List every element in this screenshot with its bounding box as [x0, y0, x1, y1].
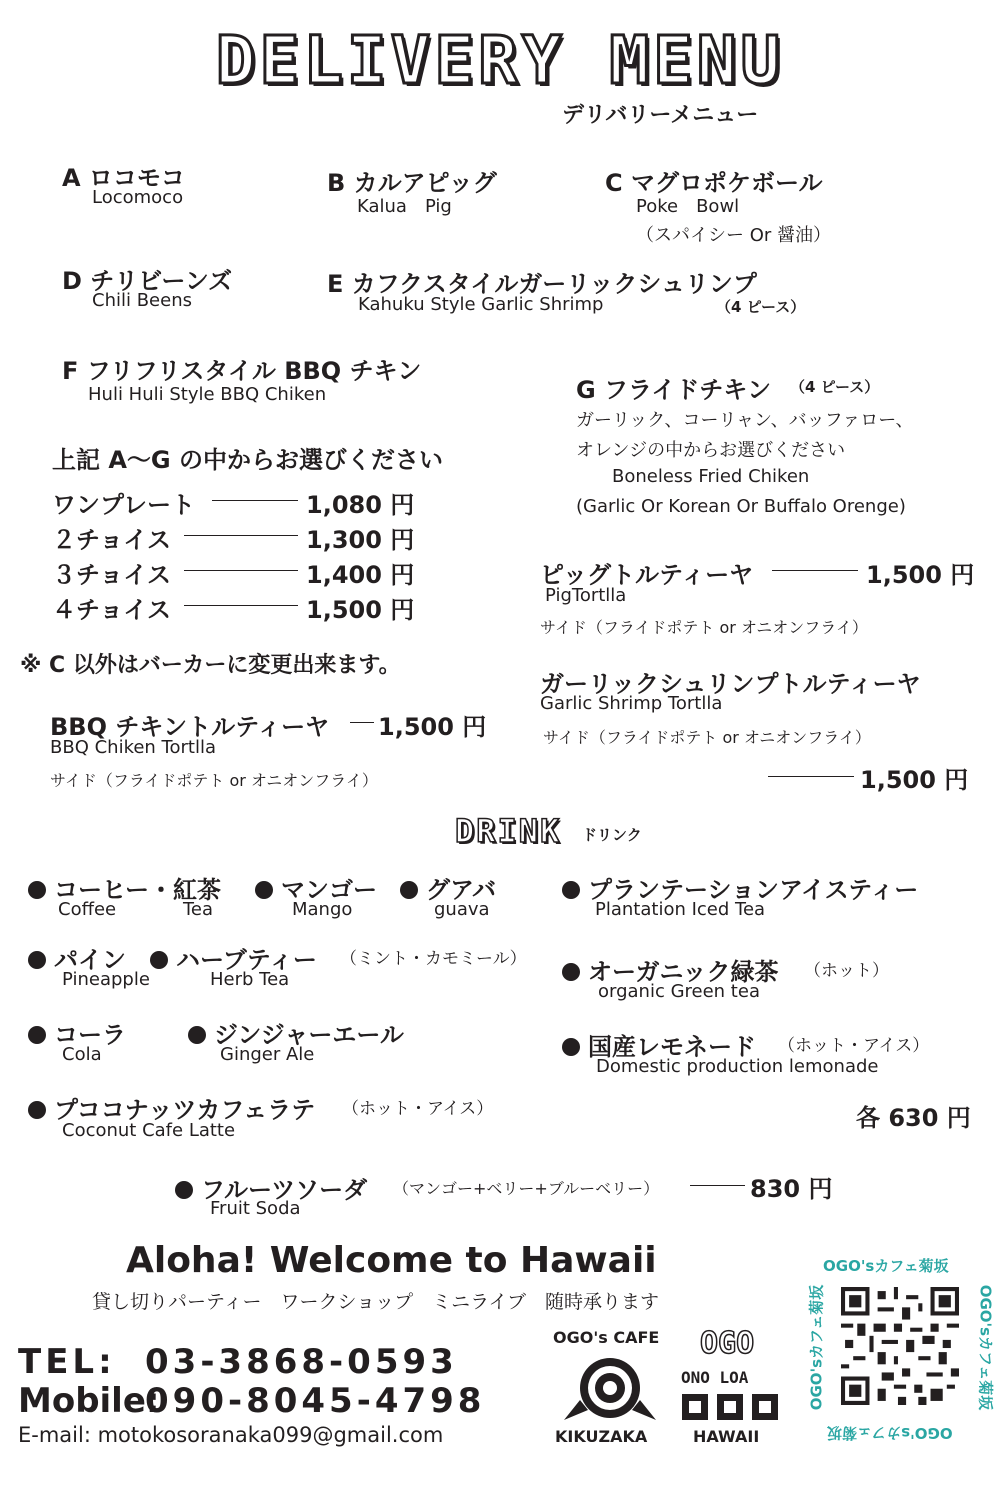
shrimp-tortilla-name: ガーリックシュリンプトルティーヤ — [540, 670, 921, 698]
option-price: 1,300 円 — [306, 526, 415, 554]
drink-lemonade: 国産レモネード — [562, 1027, 756, 1062]
drink-organic-note: （ホット） — [804, 961, 889, 981]
drink-organic-en: organic Green tea — [598, 981, 760, 1002]
bullet-icon — [188, 1026, 206, 1044]
leader-line — [212, 500, 298, 501]
services-text: 貸し切りパーティー ワークショップ ミニライブ 随時承ります — [92, 1291, 659, 1313]
bullet-icon — [150, 951, 168, 969]
item-g-name: G フライドチキン — [576, 376, 772, 404]
choose-heading: 上記 A〜G の中からお選びください — [52, 446, 443, 474]
pig-tortilla-name: ピッグトルティーヤ — [540, 561, 754, 589]
item-g-line1: ガーリック、コーリャン、バッファロー、 — [576, 410, 914, 431]
item-e-note: （4 ピース） — [716, 298, 806, 316]
item-f-name: F フリフリスタイル BBQ チキン — [62, 357, 422, 385]
qr-caption-left: OGO'sカフェ菊坂 — [807, 1284, 826, 1411]
bbq-tortilla-side: サイド（フライドポテト or オニオンフライ） — [50, 771, 378, 790]
leader-line — [184, 605, 298, 606]
logo2-bottom: HAWAII — [693, 1427, 760, 1446]
mobile-number[interactable]: 090-8045-4798 — [145, 1381, 486, 1421]
drink-title: DRINK — [455, 812, 562, 850]
logo2-top: OGO — [700, 1326, 755, 1361]
bullet-icon — [562, 1038, 580, 1056]
tel-label: TEL: — [18, 1342, 116, 1382]
pig-tortilla-side: サイド（フライドポテト or オニオンフライ） — [540, 618, 868, 637]
drink-soda-price: 830 円 — [750, 1175, 833, 1203]
drink-mango-en: Mango — [292, 899, 353, 920]
item-b-name: B カルアピッグ — [327, 169, 497, 197]
qr-block — [805, 1255, 995, 1445]
drink-plantation-en: Plantation Iced Tea — [595, 899, 766, 920]
item-g-en1: Boneless Fried Chiken — [612, 466, 810, 487]
qr-caption-right: OGO'sカフェ菊坂 — [976, 1284, 995, 1411]
bullet-icon — [28, 881, 46, 899]
pig-tortilla-price: 1,500 円 — [866, 561, 975, 589]
leader-line — [768, 776, 854, 777]
qr-caption-bottom: OGO'sカフェ菊坂 — [827, 1424, 953, 1442]
drink-plantation: プランテーションアイスティー — [562, 870, 918, 905]
drink-cola-en: Cola — [62, 1044, 102, 1065]
drink-each-price: 各 630 円 — [856, 1104, 971, 1132]
option-label: ４チョイス — [52, 596, 172, 624]
drink-organic: オーガニック緑茶 — [562, 952, 779, 987]
bullet-icon — [400, 881, 418, 899]
shrimp-tortilla-side: サイド（フライドポテト or オニオンフライ） — [543, 728, 871, 747]
drink-soda-note: （マンゴー+ベリー+ブルーベリー） — [393, 1179, 660, 1198]
option-label: ２チョイス — [52, 526, 172, 554]
bbq-tortilla-price: 1,500 円 — [378, 713, 487, 741]
option-price: 1,500 円 — [306, 596, 415, 624]
bullet-icon — [28, 1101, 46, 1119]
item-e-name: E カフクスタイルガーリックシュリンプ — [327, 270, 757, 298]
burger-note: ※ C 以外はバーカーに変更出来ます。 — [20, 653, 401, 678]
drink-soda-en: Fruit Soda — [210, 1198, 301, 1219]
shrimp-tortilla-price: 1,500 円 — [860, 766, 969, 794]
drink-ginger-en: Ginger Ale — [220, 1044, 315, 1065]
qr-code-icon[interactable] — [841, 1287, 959, 1405]
drink-herb-note: （ミント・カモミール） — [340, 949, 527, 969]
option-price: 1,080 円 — [306, 491, 415, 519]
drink-subtitle: ドリンク — [582, 826, 642, 844]
item-f-en: Huli Huli Style BBQ Chiken — [88, 384, 327, 405]
aloha-heading: Aloha! Welcome to Hawaii — [126, 1240, 657, 1281]
leader-line — [772, 570, 858, 571]
logo1-top: OGO's CAFE — [553, 1328, 660, 1347]
option-label: ワンプレート — [52, 491, 196, 519]
item-g-line2: オレンジの中からお選びください — [576, 440, 846, 461]
item-g-count: （4 ピース） — [790, 378, 880, 396]
item-d-en: Chili Beens — [92, 290, 192, 311]
email-address[interactable]: E-mail: motokosoranaka099@gmail.com — [18, 1423, 444, 1447]
flower-logo-icon — [560, 1350, 660, 1426]
drink-soda: フルーツソーダ — [175, 1170, 367, 1205]
bullet-icon — [28, 951, 46, 969]
drink-guava: グアバ — [400, 870, 496, 905]
drink-ginger: ジンジャーエール — [188, 1015, 404, 1050]
qr-caption-top: OGO'sカフェ菊坂 — [823, 1257, 949, 1275]
bullet-icon — [28, 1026, 46, 1044]
menu-title: DELIVERY MENU — [215, 22, 785, 99]
option-label: ３チョイス — [52, 561, 172, 589]
logo2-mid: ONO LOA — [681, 1368, 749, 1387]
option-price: 1,400 円 — [306, 561, 415, 589]
bullet-icon — [255, 881, 273, 899]
drink-mango: マンゴー — [255, 870, 377, 905]
leader-line — [184, 535, 298, 536]
leader-line — [184, 570, 298, 571]
drink-guava-en: guava — [434, 899, 490, 920]
leader-line — [690, 1185, 745, 1186]
item-c-note: （スパイシー Or 醤油） — [636, 225, 832, 246]
bbq-tortilla-en: BBQ Chiken Tortlla — [50, 737, 216, 758]
menu-subtitle: デリバリーメニュー — [562, 103, 759, 128]
logo1-bottom: KIKUZAKA — [555, 1427, 648, 1446]
leader-line — [350, 722, 374, 723]
pig-tortilla-en: PigTortlla — [545, 585, 627, 606]
shrimp-tortilla-en: Garlic Shrimp Tortlla — [540, 693, 723, 714]
drink-lemonade-en: Domestic production lemonade — [596, 1056, 879, 1077]
drink-herb: ハーブティー — [150, 940, 317, 975]
drink-pine: パイン — [28, 940, 126, 975]
bbq-tortilla-name: BBQ チキントルティーヤ — [50, 713, 330, 741]
drink-tea-en: Tea — [183, 899, 214, 920]
item-a-name: A ロコモコ — [62, 164, 185, 192]
item-c-en: Poke Bowl — [636, 196, 740, 217]
bullet-icon — [562, 963, 580, 981]
drink-lemonade-note: （ホット・アイス） — [778, 1036, 930, 1056]
drink-coconut-en: Coconut Cafe Latte — [62, 1120, 236, 1141]
item-d-name: D チリビーンズ — [62, 267, 233, 295]
pattern-logo-icon — [680, 1390, 780, 1424]
item-c-name: C マグロポケボール — [605, 169, 823, 197]
drink-coffee-en: Coffee — [58, 899, 117, 920]
tel-number[interactable]: 03-3868-0593 — [145, 1342, 458, 1382]
bullet-icon — [175, 1181, 193, 1199]
item-b-en: Kalua Pig — [357, 196, 452, 217]
item-g-en2: (Garlic Or Korean Or Buffalo Orenge) — [576, 496, 906, 517]
drink-herb-en: Herb Tea — [210, 969, 290, 990]
bullet-icon — [562, 881, 580, 899]
mobile-label: Mobile: — [18, 1381, 160, 1421]
drink-coconut: プココナッツカフェラテ — [28, 1090, 315, 1125]
drink-coconut-note: （ホット・アイス） — [342, 1099, 494, 1119]
item-e-en: Kahuku Style Garlic Shrimp — [358, 294, 604, 315]
drink-cola: コーラ — [28, 1015, 126, 1050]
drink-coffee: コーヒー・紅茶 — [28, 870, 221, 905]
item-a-en: Locomoco — [92, 187, 184, 208]
drink-pine-en: Pineapple — [62, 969, 150, 990]
